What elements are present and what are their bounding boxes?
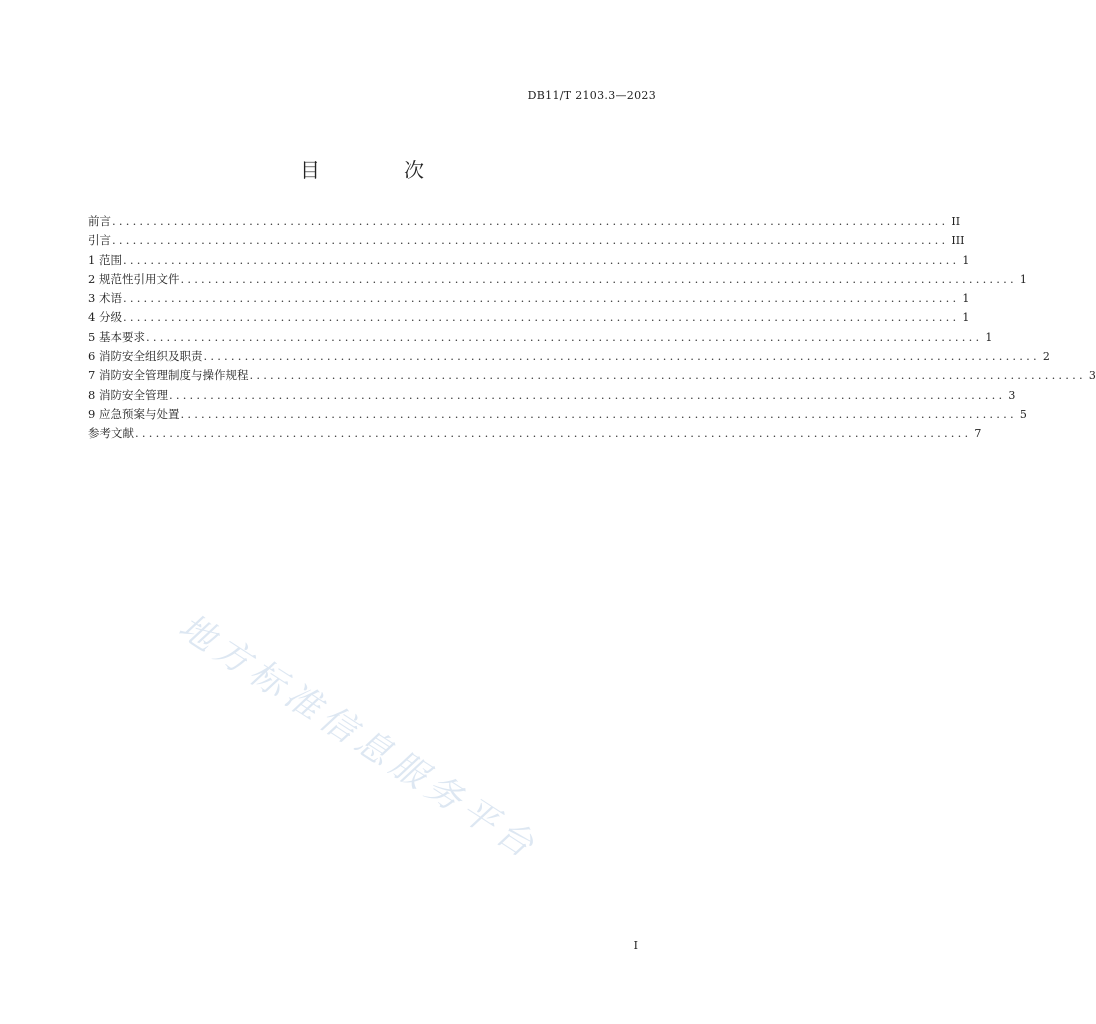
table-of-contents xyxy=(88,213,1096,445)
toc-entry-label: 2 规范性引用文件 xyxy=(88,271,180,286)
toc-entry-page: 1 xyxy=(962,253,970,267)
standard-number: DB11/T 2103.3—2023 xyxy=(527,89,656,102)
toc-entry-normative-references[interactable] xyxy=(88,271,1027,290)
toc-leader-dots: .......................................................................................................................... xyxy=(122,252,960,267)
toc-entry-page: 5 xyxy=(1019,407,1027,421)
toc-leader-dots: .......................................................................................................................... xyxy=(122,291,960,306)
toc-entry-safety-management[interactable] xyxy=(88,387,1016,406)
toc-title: 目 次 xyxy=(300,158,456,182)
toc-leader-dots: .......................................................................................................................... xyxy=(180,406,1017,421)
toc-entry-page: 3 xyxy=(1088,369,1096,383)
toc-entry-label: 5 基本要求 xyxy=(88,329,145,344)
toc-leader-dots: .......................................................................................................................... xyxy=(180,271,1017,286)
toc-entry-page: 3 xyxy=(1008,388,1016,402)
toc-entry-label: 8 消防安全管理 xyxy=(88,387,168,402)
toc-entry-management-rules[interactable] xyxy=(88,367,1096,386)
toc-entry-page: 7 xyxy=(974,427,982,441)
toc-entry-emergency-plan[interactable] xyxy=(88,406,1027,425)
toc-entry-label: 6 消防安全组织及职责 xyxy=(88,349,203,364)
toc-leader-dots: .......................................................................................................................... xyxy=(249,368,1086,383)
toc-entry-introduction[interactable] xyxy=(88,232,965,251)
toc-entry-page: 1 xyxy=(1019,272,1027,286)
toc-entry-foreword[interactable] xyxy=(88,213,961,232)
toc-entry-bibliography[interactable] xyxy=(88,425,982,444)
toc-entry-classification[interactable] xyxy=(88,309,970,328)
toc-leader-dots: .......................................................................................................................... xyxy=(112,214,949,228)
toc-entry-page: 1 xyxy=(962,292,970,306)
toc-entry-label: 前言 xyxy=(88,214,111,228)
toc-entry-page: 2 xyxy=(1042,350,1050,364)
toc-entry-label: 1 范围 xyxy=(88,252,122,267)
toc-leader-dots: .......................................................................................................................... xyxy=(135,426,972,441)
toc-entry-terms[interactable] xyxy=(88,290,970,309)
toc-entry-scope[interactable] xyxy=(88,252,970,271)
toc-entry-page: 1 xyxy=(962,311,970,325)
toc-entry-label: 4 分级 xyxy=(88,310,122,325)
toc-entry-basic-requirements[interactable] xyxy=(88,329,993,348)
toc-entry-organization-responsibilities[interactable] xyxy=(88,348,1050,367)
toc-leader-dots: .......................................................................................................................... xyxy=(168,387,1006,402)
toc-entry-page: III xyxy=(951,234,965,248)
watermark: 地方标准信息服务平台 xyxy=(171,606,546,870)
toc-entry-page: II xyxy=(951,215,961,228)
toc-leader-dots: .......................................................................................................................... xyxy=(203,349,1040,364)
toc-entry-label: 9 应急预案与处置 xyxy=(88,406,180,421)
toc-entry-label: 参考文献 xyxy=(88,426,134,441)
toc-leader-dots: .......................................................................................................................... xyxy=(145,329,983,344)
toc-entry-page: 1 xyxy=(985,330,993,344)
toc-entry-label: 3 术语 xyxy=(88,291,122,306)
toc-entry-label: 7 消防安全管理制度与操作规程 xyxy=(88,368,249,383)
toc-leader-dots: .......................................................................................................................... xyxy=(122,310,960,325)
toc-entry-label: 引言 xyxy=(88,233,111,248)
toc-leader-dots: .......................................................................................................................... xyxy=(112,233,949,248)
page-number: I xyxy=(633,939,638,952)
